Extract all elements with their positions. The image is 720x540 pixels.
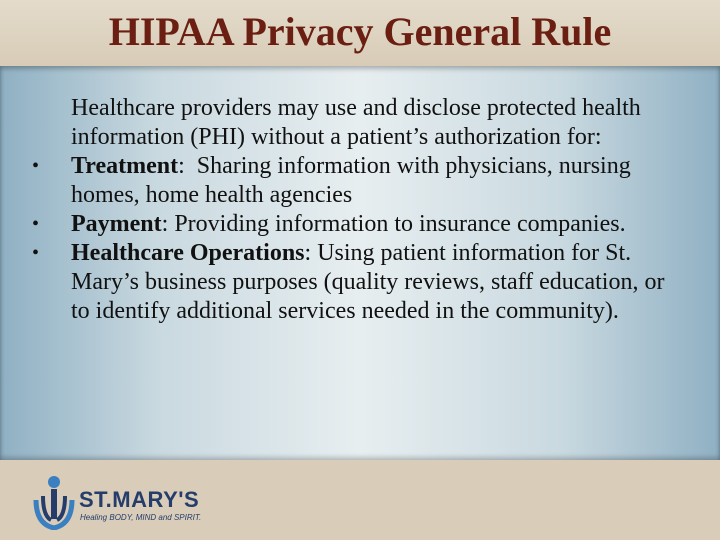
bullet-text: Sharing information with physicians, nursing homes, home health agencies — [71, 153, 631, 208]
bullet-text: Providing information to insurance companies. — [174, 211, 626, 237]
bullet-healthcare-operations — [30, 239, 680, 326]
slide-body — [30, 94, 680, 326]
bullet-term: Treatment — [71, 153, 179, 179]
slide-title: HIPAA Privacy General Rule — [108, 9, 612, 54]
bullet-separator: : — [178, 153, 197, 179]
bullet-term: Payment — [71, 211, 162, 237]
bullet-payment — [30, 210, 680, 239]
bullet-icon: • — [32, 242, 40, 264]
bullet-separator: : — [304, 240, 318, 266]
bullet-separator: : — [161, 211, 175, 237]
intro-paragraph: Healthcare providers may use and disclose protected health information (PHI) without a patient’s authorization for: — [71, 95, 641, 150]
title-band — [0, 0, 720, 66]
bullet-treatment — [30, 152, 680, 210]
bullet-text: Using patient information for St. Mary’s business purposes (quality reviews, staff education, or to identify additional services needed in the community). — [71, 240, 665, 324]
bullet-list — [30, 152, 680, 326]
content-panel — [0, 66, 720, 460]
bullet-term: Healthcare Operations — [71, 240, 305, 266]
bullet-icon: • — [32, 213, 40, 235]
logo-tagline: Healing BODY, MIND and SPIRIT. — [80, 513, 202, 522]
st-marys-emblem-icon — [32, 474, 76, 530]
footer — [0, 460, 720, 540]
logo-name: ST.MARY'S — [79, 487, 200, 512]
bullet-icon: • — [32, 155, 40, 177]
